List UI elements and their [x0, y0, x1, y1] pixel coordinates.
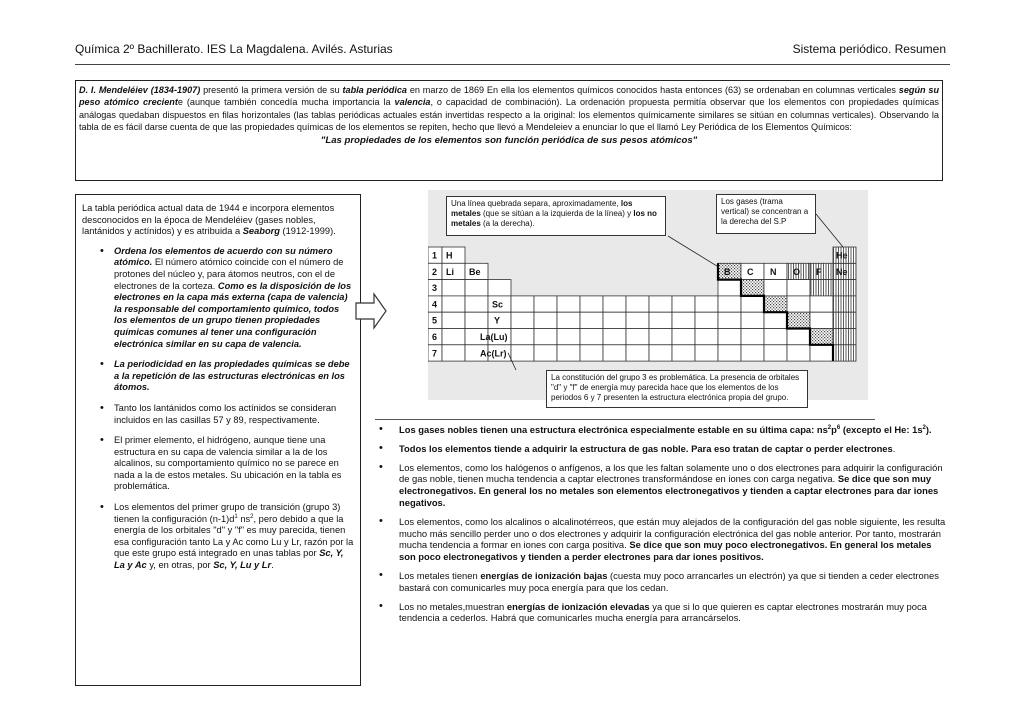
item-emphasis: Sc, Y, La y Ac — [114, 548, 344, 571]
element-cell — [649, 296, 672, 312]
element-symbol-he: He — [836, 250, 848, 261]
electronegativity-notes — [375, 424, 950, 631]
item-text: (excepto el He: 1s — [840, 424, 923, 435]
callout-text: (a la derecha). — [480, 219, 535, 228]
item-text: (cuesta muy poco arrancarles un electrón) ya que si tienden a ceder electrones bastará con comunicarles muy poca energía para que los cedan. — [399, 569, 939, 593]
element-cell — [764, 312, 787, 328]
item-text: , pero debido a que la energía de los orbitales "d" y "f" es muy parecida, tienen esa configuración tanto La y Ac como Lu y Lr, razón por la que este grupo está integrado en unas tablas por — [114, 513, 354, 559]
element-cell — [695, 296, 718, 312]
element-cell — [603, 296, 626, 312]
item-text: El número atómico coincide con el número de protones del núcleo y, para átomos neutros, con el de electrones de la corteza. — [114, 257, 344, 291]
element-cell — [741, 312, 764, 328]
item-text: ya que si lo que quieren es captar electrones mostrarán muy poca tendencia a cederlos. Habrá que comunicarles mucha energía para arrancárselos. — [399, 600, 927, 624]
element-cell — [649, 312, 672, 328]
element-cell — [718, 312, 741, 328]
element-cell — [603, 312, 626, 328]
element-cell — [603, 329, 626, 345]
element-cell — [511, 345, 534, 361]
element-cell — [695, 329, 718, 345]
modern-table-box — [75, 194, 361, 686]
modern-table-list — [82, 246, 354, 572]
period-number: 2 — [432, 266, 438, 277]
element-cell — [534, 312, 557, 328]
intro-text-3: e (aunque también concedía mucha importancia la — [177, 97, 395, 108]
element-cell — [626, 312, 649, 328]
list-item — [375, 462, 950, 509]
element-cell — [442, 312, 465, 328]
element-symbol-c: C — [747, 266, 754, 277]
element-symbol-ac-lr: Ac(Lr) — [480, 348, 507, 359]
element-cell — [718, 296, 741, 312]
header-divider — [75, 64, 950, 65]
item-text: Tanto los lantánidos como los actínidos se consideran incluidos en las casillas 57 y 89, respectivamente. — [114, 402, 337, 425]
item-heading: Ordena los elementos de acuerdo con su número atómico. — [114, 245, 333, 268]
element-symbol-h: H — [446, 250, 453, 261]
element-cell — [787, 280, 810, 296]
list-item — [82, 246, 354, 350]
element-cell — [718, 345, 741, 361]
element-cell — [810, 263, 833, 279]
item-emphasis: La periodicidad en las propiedades químicas se debe a la repetición de las estructuras electrónicas en los átomos. — [114, 359, 350, 393]
item-emphasis: Se dice que son muy electronegativos. En general los no metales son elementos electronegativos y tienden a captar electrones para dar iones negativos. — [399, 473, 939, 508]
metals-callout — [446, 196, 666, 236]
element-cell — [580, 296, 603, 312]
intro-bold-3: valencia — [394, 97, 431, 108]
element-cell — [810, 312, 833, 328]
element-cell — [557, 296, 580, 312]
item-text: y, en otras, por — [146, 560, 214, 571]
element-symbol-y: Y — [494, 315, 501, 326]
list-item — [375, 443, 950, 455]
element-cell — [465, 312, 488, 328]
item-text: Los elementos, como los alcalinos o alcalinotérreos, que están muy alejados de la configuración del gas noble siguiente, les resulta mucho más sencillo perder uno o dos electrones y adquirir la configuración electrónica del gas noble anterior. Por tanto, mostrarán mucha tendencia a formar en iones con carga positiva. — [399, 515, 946, 551]
superscript: 6 — [836, 424, 841, 431]
seaborg-name: Seaborg — [242, 226, 280, 237]
element-cell — [465, 296, 488, 312]
intro-text-4: , o capacidad de combinación). La ordenación propuesta permitía observar que los elementos con propiedades químicas análogas quedaban dispuestos en filas horizontales (las tablas periódicas actuales están invertidas respecto a la original: los elementos químicamente similares se sitúan en columnas verticales). Observando la tabla de es fácil darse cuenta de que las propiedades químicas de los elementos se repiten, hecho que llevó a Mendeleiev a enunciar lo que el llamó Ley Periódica de los Elementos Químicos: — [79, 97, 939, 132]
element-cell — [649, 329, 672, 345]
superscript: 2 — [922, 424, 926, 431]
periodic-law-quote: "Las propiedades de los elementos son función periódica de sus pesos atómicos" — [320, 135, 698, 147]
callout-bold: los metales — [451, 199, 633, 218]
intro-text-1: presentó la primera versión de su — [200, 85, 343, 95]
item-emphasis: energías de ionización bajas — [480, 569, 608, 581]
item-emphasis: energías de ionización elevadas — [506, 600, 650, 612]
item-text: ). — [925, 424, 932, 435]
superscript: 1 — [234, 513, 238, 520]
element-cell — [442, 329, 465, 345]
element-cell — [764, 296, 787, 312]
item-text: p — [831, 424, 837, 435]
item-text: ns — [237, 513, 251, 524]
item-text: El primer elemento, el hidrógeno, aunque tiene una estructura en su capa de valencia similar a la de los alcalinos, su comportamiento químico no se parece en nada a la de estos metales. Su ubicación en la tabla es problemática. — [114, 435, 342, 492]
list-item — [375, 601, 950, 625]
element-cell — [580, 345, 603, 361]
period-number: 5 — [432, 315, 438, 326]
item-text: Los elementos, como los halógenos o anfígenos, a los que les faltan solamente uno o dos electrones para adquirir la configuración de gas noble, tienen mucha tendencia a captar electrones transformándose en iones con carga negativa. — [399, 461, 943, 485]
element-cell — [695, 345, 718, 361]
element-cell — [580, 312, 603, 328]
element-cell — [810, 280, 833, 296]
element-cell — [442, 345, 465, 361]
item-text: . — [892, 442, 896, 454]
gases-callout: Los gases (trama vertical) se concentran a la derecha del S.P — [716, 194, 816, 234]
element-symbol-la-lu: La(Lu) — [480, 332, 508, 342]
item-text: Los gases nobles tienen una estructura electrónica especialmente estable en su última capa: ns — [399, 424, 828, 435]
element-cell — [442, 296, 465, 312]
element-cell — [557, 312, 580, 328]
element-cell — [672, 329, 695, 345]
element-cell — [626, 296, 649, 312]
element-cell — [833, 280, 856, 296]
element-cell — [511, 296, 534, 312]
list-item — [375, 570, 950, 594]
element-cell — [718, 280, 741, 296]
seaborg-years: (1912-1999). — [279, 226, 336, 237]
element-cell — [557, 345, 580, 361]
list-item — [82, 403, 354, 426]
element-cell — [810, 345, 833, 361]
period-number: 6 — [432, 332, 438, 342]
right-arrow-icon — [355, 292, 387, 330]
element-cell — [511, 329, 534, 345]
element-cell — [626, 345, 649, 361]
period-number: 4 — [432, 299, 438, 310]
element-cell — [649, 345, 672, 361]
item-emphasis: Todos los elementos tiende a adquirir la estructura de gas noble. Para eso tratan de captar o perder electrones — [399, 442, 893, 454]
element-cell — [557, 329, 580, 345]
superscript: 2 — [827, 424, 832, 431]
element-cell — [626, 329, 649, 345]
list-item — [375, 516, 950, 563]
element-cell — [810, 329, 833, 345]
section-divider — [375, 419, 875, 420]
item-emphasis: Se dice que son muy poco electronegativos. En general los metales son poco electronegativos y tienden a perder electrones para dar iones positivos. — [399, 539, 932, 563]
modern-text: La tabla periódica actual data de 1944 e incorpora elementos desconocidos en la época de Mendeléiev (gases nobles, lantánidos y actínidos) y es atribuida a — [82, 203, 335, 237]
element-cell — [695, 312, 718, 328]
list-item — [82, 435, 354, 493]
element-cell — [511, 312, 534, 328]
element-symbol-be: Be — [469, 266, 481, 277]
element-cell — [534, 345, 557, 361]
notes-list — [375, 424, 950, 624]
element-cell — [833, 312, 856, 328]
element-symbol-f: F — [816, 266, 822, 277]
header-topic-title: Sistema periódico. Resumen — [792, 42, 946, 56]
element-cell — [534, 296, 557, 312]
element-cell — [672, 345, 695, 361]
element-cell — [672, 312, 695, 328]
element-cell — [833, 345, 856, 361]
mendeleiev-intro-box — [75, 80, 943, 181]
element-cell — [741, 329, 764, 345]
element-symbol-ne: Ne — [836, 266, 848, 277]
item-text: Los no metales,muestran — [399, 600, 507, 612]
element-cell — [741, 296, 764, 312]
period-number: 3 — [432, 283, 438, 294]
element-symbol-b: B — [724, 266, 731, 277]
element-cell — [442, 280, 465, 296]
element-cell — [488, 280, 511, 296]
group3-callout: La constitución del grupo 3 es problemática. La presencia de orbitales "d" y "f" de energía muy parecida hace que los elementos de los periodos 6 y 7 presenten la estructura electrónica propia del grupo. — [546, 370, 808, 408]
element-cell — [764, 345, 787, 361]
element-cell — [741, 345, 764, 361]
item-text: Los metales tienen — [399, 569, 481, 581]
item-text: . — [271, 560, 274, 571]
element-cell — [465, 280, 488, 296]
item-emphasis: Como es la disposición de los electrones en la capa más externa (capa de valencia) la responsable del comportamiento químico, todos los elementos de un grupo tienen propiedades químicas comunes al tener una configuración electrónica similar en su capa de valencia. — [114, 280, 352, 349]
element-symbol-o: O — [793, 266, 801, 277]
element-cell — [787, 312, 810, 328]
element-symbol-n: N — [770, 266, 777, 277]
element-symbol-li: Li — [446, 266, 454, 277]
callout-bold: los no metales — [451, 209, 657, 228]
element-cell — [810, 296, 833, 312]
callout-text: (que se sitúan a la izquierda de la línea) y — [480, 209, 634, 218]
element-cell — [787, 345, 810, 361]
callout-text: Una línea quebrada separa, aproximadamente, — [451, 199, 621, 208]
element-cell — [603, 345, 626, 361]
header-course-title: Química 2º Bachillerato. IES La Magdalena. Avilés. Asturias — [75, 42, 393, 56]
element-cell — [718, 329, 741, 345]
list-item — [82, 359, 354, 394]
mendeleiev-name: D. I. Mendeléiev (1834-1907) — [79, 85, 201, 95]
element-cell — [764, 280, 787, 296]
item-text: Los elementos del primer grupo de transición (grupo 3) tienen la configuración (n-1)d — [114, 502, 341, 524]
element-cell — [764, 329, 787, 345]
modern-table-paragraph — [82, 203, 354, 238]
item-emphasis: Sc, Y, Lu y Lr — [213, 560, 272, 571]
element-cell — [833, 329, 856, 345]
element-cell — [741, 280, 764, 296]
element-symbol-sc: Sc — [492, 299, 504, 310]
intro-bold-1: tabla periódica — [342, 85, 407, 95]
element-cell — [833, 296, 856, 312]
intro-text-2: en marzo de 1869 En ella los elementos químicos conocidos hasta entonces (63) se ordenaban en columnas verticales — [406, 85, 899, 95]
element-cell — [787, 296, 810, 312]
periodic-table-figure — [428, 190, 868, 420]
period-number: 1 — [432, 250, 438, 261]
element-cell — [787, 329, 810, 345]
period-number: 7 — [432, 348, 438, 359]
intro-bold-2: según su peso atómico crecient — [79, 85, 940, 108]
list-item — [82, 502, 354, 572]
element-cell — [672, 296, 695, 312]
superscript: 2 — [250, 513, 254, 520]
element-cell — [534, 329, 557, 345]
element-cell — [580, 329, 603, 345]
list-item — [375, 424, 950, 436]
